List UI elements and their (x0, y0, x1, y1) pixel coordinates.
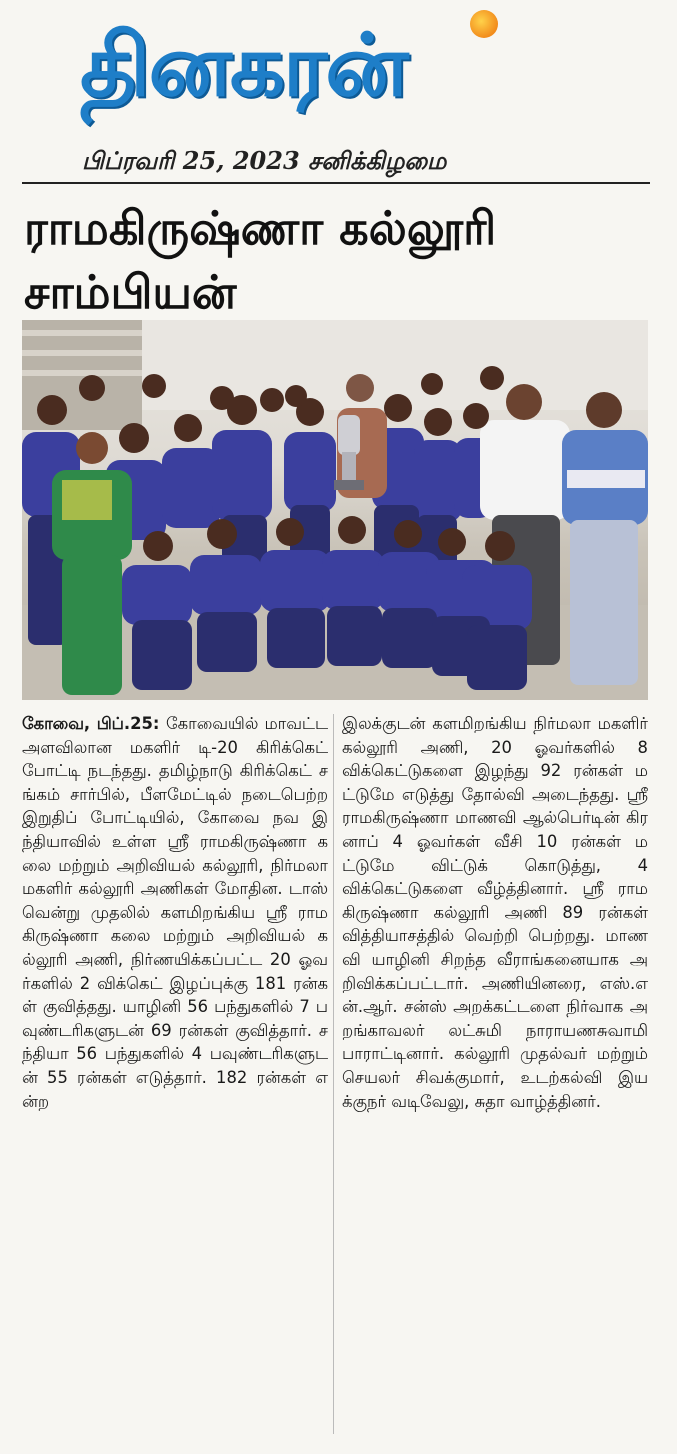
column-divider (333, 714, 334, 1434)
team-photo (22, 320, 648, 700)
header-rule (22, 182, 650, 184)
issue-date: பிப்ரவரி 25, 2023 சனிக்கிழமை (82, 146, 447, 175)
article-column-right (342, 712, 648, 1113)
team-photo-illustration (22, 320, 648, 700)
article-dateline: கோவை, பிப்.25: (22, 714, 167, 733)
headline: ராமகிருஷ்ணா கல்லூரி சாம்பியன் (24, 201, 497, 319)
sun-icon (470, 10, 498, 38)
newspaper-logo: தினகரன் (80, 16, 407, 116)
article-body-right: இலக்குடன் களமிறங்கிய நிர்மலா மகளிர் கல்லூரி அணி, 20 ஓவர்களில் 8 விக்கெட்டுகளை இழந்து 92 ரன்கள் மட்டுமே எடுத்து தோல்வி அடைந்தது. ஸ்ரீ ராமகிருஷ்ணா மாணவி ஆல்பெர்டின் கிரனாப் 4 ஓவர்கள் வீசி 10 ரன்கள் மட்டுமே விட்டுக் கொடுத்து, 4 விக்கெட்டுகளை வீழ்த்தினார். ஸ்ரீ ராமகிருஷ்ணா கல்லூரி அணி 89 ரன்கள் வித்தியாசத்தில் வெற்றி பெற்றது. மாணவி யாழினி சிறந்த வீராங்கனையாக அறிவிக்கப்பட்டார். அணியினரை, எஸ்.என்.ஆர். சன்ஸ் அறக்கட்டளை நிர்வாக அறங்காவலர் லட்சுமி நாராயணசுவாமி பாராட்டினார். கல்லூரி முதல்வர் மற்றும் செயலர் சிவக்குமார், உடற்கல்வி இயக்குநர் வடிவேலு, சுதா வாழ்த்தினர். (342, 714, 648, 1111)
article-column-left (22, 712, 328, 1113)
masthead (0, 0, 677, 140)
article-body-left: கோவையில் மாவட்ட அளவிலான மகளிர் டி-20 கிரிக்கெட் போட்டி நடந்தது. தமிழ்நாடு கிரிக்கெட் சங்கம் சார்பில், பீளமேட்டில் நடைபெற்ற இறுதிப் போட்டியில், கோவை நவ இந்தியாவில் உள்ள ஸ்ரீ ராமகிருஷ்ணா கலை மற்றும் அறிவியல் கல்லூரி, நிர்மலா மகளிர் கல்லூரி அணிகள் மோதின. டாஸ் வென்று முதலில் களமிறங்கிய ஸ்ரீ ராமகிருஷ்ணா கலை மற்றும் அறிவியல் கல்லூரி அணி, நிர்ணயிக்கப்பட்ட 20 ஓவர்களில் 2 விக்கெட் இழப்புக்கு 181 ரன்கள் குவித்தது. யாழினி 56 பந்துகளில் 7 பவுண்டரிகளுடன் 69 ரன்கள் குவித்தார். சந்தியா 56 பந்துகளில் 4 பவுண்டரிகளுடன் 55 ரன்கள் எடுத்தார். 182 ரன்கள் என்ற (22, 714, 328, 1111)
